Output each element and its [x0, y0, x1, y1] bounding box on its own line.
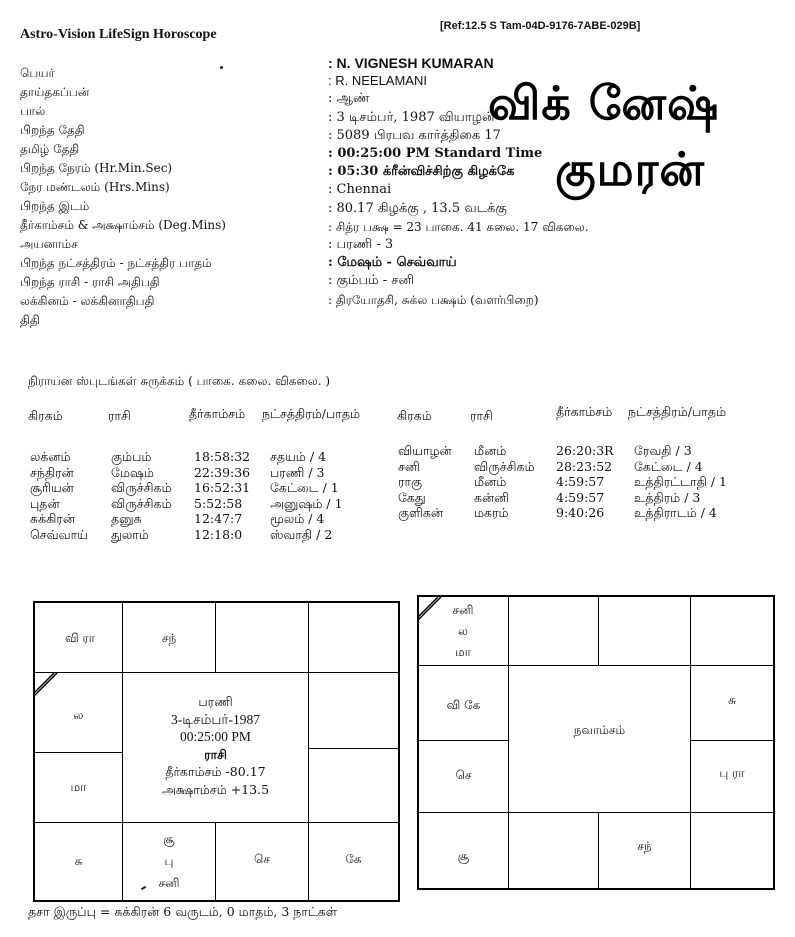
table-cell: 12:18:0 [194, 526, 243, 542]
right-col-longitude [556, 443, 614, 521]
planet-section-title: நிராயன ஸ்புடங்கள் சுருக்கம் ( பாகை. கலை. விகலை. ) [28, 374, 331, 388]
table-cell: மீனம் [474, 474, 507, 490]
table-cell: கன்னி [474, 489, 510, 505]
table-cell: பரணி / 3 [270, 464, 325, 480]
table-cell: கும்பம் [111, 449, 152, 464]
navamsa-cell-kumbham: வி கே [446, 698, 481, 712]
chart-line [417, 665, 775, 666]
value-birth-place: : Chennai [328, 182, 392, 198]
navamsa-planet: ல [458, 624, 468, 638]
table-cell: விருச்சிகம் [474, 458, 535, 474]
table-cell: உத்திரம் / 3 [634, 489, 701, 505]
table-cell: விருச்சிகம் [111, 480, 172, 496]
label-tamil-date: தமிழ் தேதி [20, 142, 80, 156]
table-cell: 28:23:52 [556, 458, 613, 474]
table-cell: 4:59:57 [556, 474, 605, 490]
right-col-planet [398, 443, 452, 521]
left-col-planet [30, 449, 88, 543]
rasi-center-longitude: தீர்காம்சம் -80.17 [165, 764, 266, 779]
table-cell: ரேவதி / 3 [634, 443, 692, 458]
navamsa-cell-simha: பு ரா [719, 766, 745, 780]
name-banner-line1: விக் னேஷ் [488, 76, 720, 130]
chart-line [417, 888, 775, 890]
table-cell: கேட்டை / 1 [270, 480, 339, 496]
table-cell: தனுசு [111, 511, 142, 527]
lagna-marker-icon [34, 673, 58, 697]
left-col-rasi [111, 449, 172, 543]
rasi-cell-kanni: கே [345, 852, 362, 866]
report-title: Astro-Vision LifeSign Horoscope [20, 27, 217, 42]
chart-line [690, 740, 775, 741]
label-gender: பால் [20, 104, 46, 118]
table-cell: 12:47:7 [194, 511, 243, 527]
value-rasi: : மேஷம் - செவ்வாய் [328, 255, 457, 271]
chart-line [690, 595, 691, 890]
value-parent: : R. NEELAMANI [328, 73, 427, 89]
rasi-center-date: 3-டிசம்பர்-1987 [171, 711, 260, 727]
chart-line [33, 822, 399, 823]
rasi-cell-kumbham: ல [73, 708, 84, 722]
detail-labels [20, 64, 226, 330]
table-cell: மீனம் [474, 443, 507, 458]
left-col-star [270, 449, 343, 543]
label-parent: தாய்தகப்பன் [20, 85, 90, 99]
chart-line [417, 595, 419, 890]
value-birth-time: : 00:25:00 PM Standard Time [328, 146, 543, 162]
right-col-star [634, 443, 727, 521]
table-cell: 4:59:57 [556, 489, 605, 505]
chart-line [33, 752, 123, 753]
label-birth-time: பிறந்த நேரம் (Hr.Min.Sec) [20, 161, 173, 175]
header-rasi-right: ராசி [470, 408, 493, 423]
value-ayanamsa: : சித்ர பக்ஷ = 23 பாகை. 41 கலை. 17 விகலை. [328, 219, 589, 234]
value-tamil-date: : 5089 பிரபவ கார்த்திகை 17 [328, 127, 501, 143]
label-name: பெயர் [20, 66, 55, 80]
header-longitude-left: தீர்காம்சம் [189, 406, 246, 421]
value-nakshatra: : பரணி - 3 [328, 237, 394, 253]
table-cell: புதன் [30, 495, 60, 511]
value-time-zone: : 05:30 க்ரீன்விச்சிற்கு கிழக்கே [328, 164, 515, 180]
table-cell: விருச்சிகம் [111, 495, 172, 511]
label-birth-place: பிறந்த இடம் [20, 199, 90, 213]
rasi-center-label: ராசி [204, 746, 227, 762]
rasi-cell-mesham: சந் [161, 631, 177, 645]
rasi-planet: பு [164, 854, 174, 868]
table-cell: 9:40:26 [556, 505, 605, 521]
label-lagnam: லக்கினம் - லக்கினாதிபதி [20, 294, 155, 308]
table-cell: துலாம் [111, 526, 149, 542]
label-tithi: திதி [20, 313, 40, 327]
table-cell: கேது [398, 489, 426, 505]
header-rasi-left: ராசி [108, 408, 131, 423]
navamsa-planet: சனி [452, 603, 474, 617]
table-cell: கேட்டை / 4 [634, 458, 703, 474]
header-star-right: நட்சத்திரம்/பாதம் [628, 404, 727, 419]
table-cell: 5:52:58 [194, 495, 243, 511]
rasi-center-star: பரணி [198, 694, 233, 709]
value-birth-date: : 3 டிசம்பர், 1987 வியாழன் [328, 109, 495, 125]
rasi-cell-thulam: செ [254, 852, 270, 866]
label-time-zone: நேர மண்டலம் (Hrs.Mins) [20, 180, 170, 194]
rasi-planet: சூ [163, 832, 175, 846]
table-cell: மூலம் / 4 [270, 511, 325, 527]
rasi-planet: சனி [158, 876, 180, 890]
rasi-cell-makaram: மா [70, 780, 87, 794]
chart-line [33, 900, 399, 902]
right-col-rasi [474, 443, 535, 521]
chart-line [33, 672, 399, 673]
dasa-balance: தசா இருப்பு = சுக்கிரன் 6 வருடம், 0 மாதம், 3 நாட்கள் [28, 904, 338, 919]
label-birth-date: பிறந்த தேதி [20, 123, 85, 137]
table-cell: சுக்கிரன் [30, 511, 75, 527]
table-cell: 18:58:32 [194, 449, 251, 464]
rasi-cell-vrischikam [123, 828, 215, 894]
rasi-center-latitude: அக்ஷாம்சம் +13.5 [161, 781, 270, 797]
header-graham-right: கிரகம் [397, 408, 432, 423]
chart-line [398, 601, 400, 902]
value-name: : N. VIGNESH KUMARAN [328, 55, 494, 71]
header-longitude-right: தீர்காம்சம் [556, 404, 613, 419]
table-cell: சதயம் / 4 [270, 449, 326, 464]
navamsa-cell-dhanus: சூ [457, 849, 470, 863]
table-cell: ராகு [398, 474, 423, 490]
navamsa-cell-kataka: சு [728, 693, 736, 707]
rasi-cell-meenam: வி ரா [65, 631, 95, 645]
navamsa-cell-vrischikam: சந் [637, 839, 652, 853]
table-cell: ஸ்வாதி / 2 [270, 526, 333, 542]
chart-line [308, 748, 399, 749]
value-lagnam: : கும்பம் - சனி [328, 273, 414, 289]
navamsa-planet: மா [455, 645, 471, 659]
rasi-center-time: 00:25:00 PM [180, 729, 251, 744]
table-cell: மகரம் [474, 505, 509, 521]
table-cell: அனுஷம் / 1 [270, 495, 343, 511]
chart-line [773, 595, 775, 890]
reference-code: [Ref:12.5 S Tam-04D-9176-7ABE-029B] [440, 20, 641, 32]
label-rasi: பிறந்த ராசி - ராசி அதிபதி [20, 275, 160, 289]
navamsa-center-label: நவாம்சம் [573, 723, 626, 737]
value-gender: : ஆண் [328, 91, 370, 107]
table-cell: குளிகன் [398, 505, 443, 521]
value-coordinates: : 80.17 கிழக்கு , 13.5 வடக்கு [328, 200, 507, 216]
table-cell: 16:52:31 [194, 480, 251, 496]
chart-line [598, 595, 599, 666]
chart-line [417, 740, 509, 741]
table-cell: 22:39:36 [194, 464, 251, 480]
header-graham-left: கிரகம் [28, 408, 63, 423]
label-ayanamsa: அயனாம்ச [20, 237, 78, 251]
left-col-longitude [194, 449, 250, 543]
chart-line [417, 812, 775, 813]
table-cell: உத்திராடம் / 4 [634, 505, 717, 521]
label-nakshatra: பிறந்த நட்சத்திரம் - நட்சத்திர பாதம் [20, 256, 212, 270]
table-cell: உத்திரட்டாதி / 1 [634, 474, 727, 490]
table-cell: 26:20:3R [556, 443, 614, 458]
table-cell: வியாழன் [398, 443, 452, 458]
table-cell: சந்திரன் [30, 464, 74, 480]
table-cell: சூரியன் [30, 480, 74, 496]
rasi-cell-dhanus: சு [74, 854, 83, 868]
chart-line [33, 601, 399, 603]
navamsa-cell-makaram: செ [455, 768, 472, 782]
chart-line [417, 595, 775, 597]
table-cell: மேஷம் [111, 464, 154, 480]
label-coordinates: தீர்காம்சம் & அக்ஷாம்சம் (Deg.Mins) [20, 218, 226, 232]
chart-line [215, 601, 216, 673]
value-tithi: : திரயோதசி, சுக்ல பக்ஷம் (வளர்பிறை) [328, 292, 539, 307]
header-star-left: நட்சத்திரம்/பாதம் [262, 406, 361, 421]
table-cell: லக்னம் [30, 449, 71, 464]
chart-line [508, 595, 509, 890]
table-cell: செவ்வாய் [30, 526, 88, 542]
name-banner-line2: குமரன் [555, 142, 705, 196]
table-cell: சனி [398, 458, 420, 474]
rasi-center [123, 693, 308, 798]
navamsa-cell-meenam [420, 600, 506, 663]
